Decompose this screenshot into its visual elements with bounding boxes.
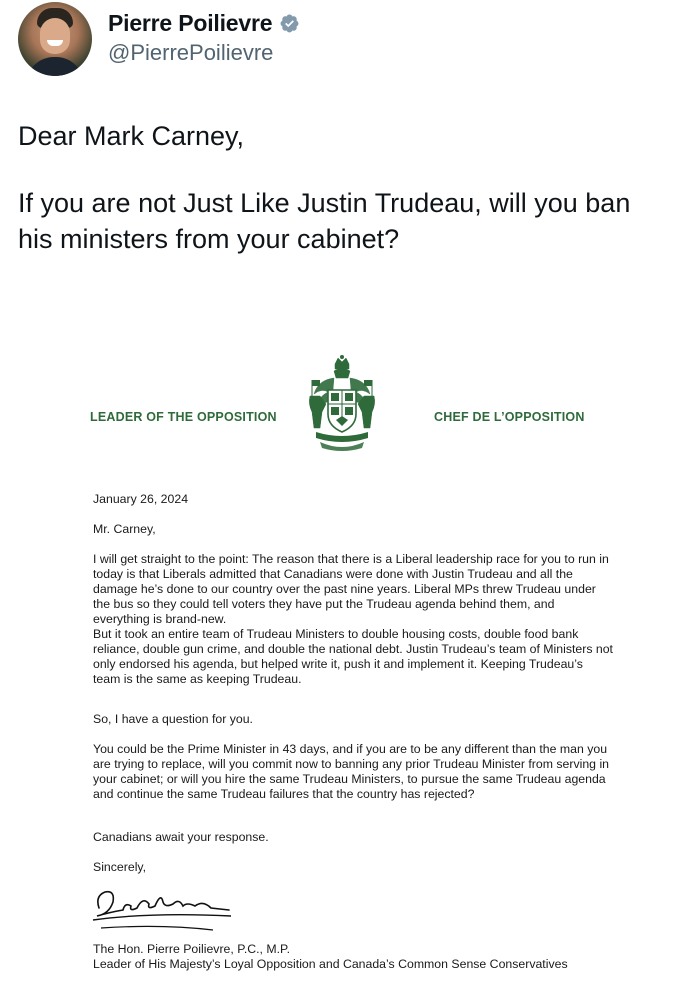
letter-paragraph: You could be the Prime Minister in 43 days, and if you are to be any different than the man you are trying to replace, will you commit now to banning any prior Trudeau Minister from serving in your cabinet; or will you hire the same Trudeau Ministers, to pursue the same Trudeau agenda and continue the same Trudeau failures that the country has rejected? [93, 742, 610, 801]
letterhead-left: LEADER OF THE OPPOSITION [90, 410, 277, 424]
coat-of-arms-icon [304, 354, 380, 452]
author-name-row [108, 10, 300, 37]
letterhead-right: CHEF DE L’OPPOSITION [434, 410, 585, 424]
verified-badge-icon [279, 13, 300, 34]
letter-paragraph: I will get straight to the point: The reason that there is a Liberal leadership race for you to run in today is that Liberals admitted that Canadians were done with Justin Trudeau and all the damage he’s done to our country over the past nine years. Liberal MPs threw Trudeau under the bus so they could tell voters they have put the Trudeau agenda behind them, and everything is brand-new. [93, 552, 609, 626]
letter-paragraph: Canadians await your response. [93, 830, 269, 844]
letter-date: January 26, 2024 [93, 492, 189, 506]
avatar[interactable] [18, 2, 92, 76]
letter-paragraph: So, I have a question for you. [93, 712, 253, 726]
tweet-header [18, 2, 668, 78]
tweet-paragraph: If you are not Just Like Justin Trudeau, will you ban his ministers from your cabinet? [18, 188, 631, 254]
author-handle[interactable]: @PierrePoilievre [108, 40, 274, 65]
signature-icon [91, 872, 241, 942]
tweet-paragraph: Dear Mark Carney, [18, 121, 245, 151]
signer-title: Leader of His Majesty’s Loyal Opposition and Canada’s Common Sense Conservatives [93, 957, 568, 971]
tweet-text [18, 118, 668, 288]
letter-greeting: Mr. Carney, [93, 522, 156, 536]
letter-image[interactable] [0, 338, 686, 1000]
signer-name: The Hon. Pierre Poilievre, P.C., M.P. [93, 942, 291, 956]
author-name[interactable]: Pierre Poilievre [108, 10, 273, 36]
letter-closing: Sincerely, [93, 860, 147, 874]
letter-paragraph: But it took an entire team of Trudeau Ministers to double housing costs, double food bank reliance, double gun crime, and double the national debt. Justin Trudeau’s team of Ministers not only endorsed his agenda, but helped write it, push it and implement it. Keeping Trudeau’s team is the same as keeping Trudeau. [93, 627, 613, 686]
